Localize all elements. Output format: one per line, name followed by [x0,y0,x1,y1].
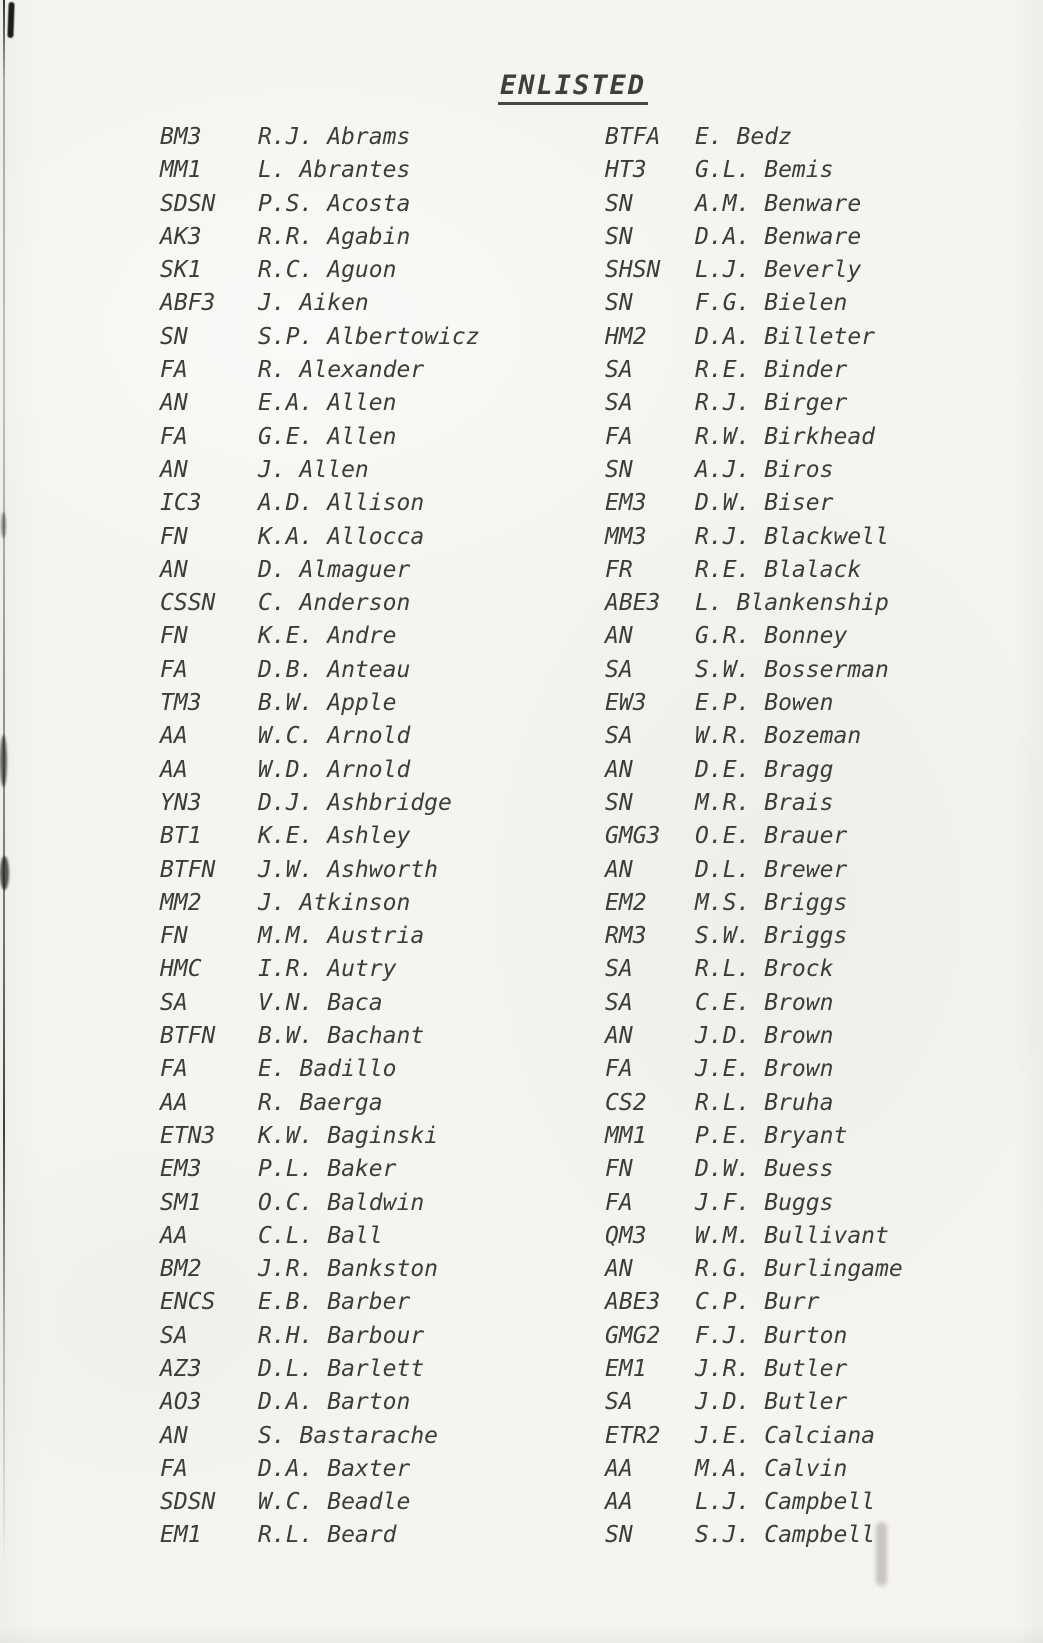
rate-abbreviation: TM3 [160,690,202,717]
rate-abbreviation: BTFA [605,124,661,150]
rate-abbreviation: AN [605,1023,633,1050]
rate-abbreviation: FA [160,1056,188,1083]
roster-column-left [160,121,580,1553]
sailor-name: E.P. Bowen [695,690,834,717]
sailor-name: R.W. Birkhead [695,423,876,450]
roster-row [160,1087,580,1120]
roster-row [160,121,580,154]
rate-abbreviation: ENCS [160,1289,216,1316]
sailor-name: R.R. Agabin [258,223,411,250]
rate-abbreviation: AN [160,1422,188,1449]
rate-abbreviation: SN [605,789,633,816]
sailor-name: R.J. Abrams [258,124,411,150]
rate-abbreviation: SA [605,1389,633,1416]
rate-abbreviation: AN [160,456,188,483]
rate-abbreviation: AN [160,390,188,417]
rate-abbreviation: AN [605,856,633,883]
scan-edge-mark-artifact [7,2,14,38]
sailor-name: S.W. Bosserman [695,656,889,683]
rate-abbreviation: EM2 [605,889,647,916]
rate-abbreviation: IC3 [160,490,202,517]
rate-abbreviation: EM1 [160,1522,202,1549]
rate-abbreviation: BT1 [160,823,202,850]
roster-row [160,720,580,753]
rate-abbreviation: AZ3 [160,1355,202,1382]
sailor-name: D.B. Anteau [258,656,411,683]
sailor-name: J.W. Ashworth [258,856,439,883]
rate-abbreviation: SA [605,357,633,384]
rate-abbreviation: FN [160,623,188,650]
rate-abbreviation: AN [605,623,633,650]
roster-row [160,1353,580,1386]
sailor-name: J.E. Brown [695,1056,834,1083]
roster-row [160,287,580,320]
roster-row [160,554,580,587]
sailor-name: D.J. Ashbridge [258,789,452,816]
sailor-name: D.A. Baxter [258,1455,411,1482]
sailor-name: F.G. Bielen [695,290,848,317]
rate-abbreviation: ABF3 [160,290,216,317]
sailor-name: D.A. Billeter [695,323,876,350]
rate-abbreviation: FN [160,523,188,550]
roster-row [160,1120,580,1153]
scan-edge-blot-artifact [0,856,9,890]
rate-abbreviation: EM3 [605,490,647,517]
roster-row [160,1519,580,1552]
roster-row [160,1187,580,1220]
roster-row [605,587,1025,620]
roster-row [160,1320,580,1353]
sailor-name: G.R. Bonney [695,623,848,650]
rate-abbreviation: SA [160,989,188,1016]
sailor-name: P.S. Acosta [258,190,411,217]
sailor-name: D.A. Barton [258,1389,411,1416]
rate-abbreviation: SA [605,723,633,750]
rate-abbreviation: SN [605,223,633,250]
rate-abbreviation: QM3 [605,1222,647,1249]
rate-abbreviation: FA [605,423,633,450]
sailor-name: R.J. Birger [695,390,848,417]
rate-abbreviation: SN [605,1522,633,1549]
sailor-name: J.D. Brown [695,1023,834,1050]
sailor-name: O.C. Baldwin [258,1189,425,1216]
roster-row [605,1353,1025,1386]
rate-abbreviation: SA [605,390,633,417]
sailor-name: W.M. Bullivant [695,1222,889,1249]
sailor-name: R.J. Blackwell [695,523,889,550]
sailor-name: S.W. Briggs [695,923,848,950]
rate-abbreviation: HT3 [605,157,647,184]
rate-abbreviation: FN [160,923,188,950]
rate-abbreviation: SK1 [160,257,202,284]
sailor-name: R.C. Aguon [258,257,397,284]
sailor-name: W.R. Bozeman [695,723,862,750]
rate-abbreviation: EM1 [605,1355,647,1382]
roster-row [605,1153,1025,1186]
sailor-name: S.J. Campbell [695,1522,876,1549]
rate-abbreviation: BM3 [160,124,202,150]
roster-row [605,1220,1025,1253]
sailor-name: R.H. Barbour [258,1322,425,1349]
roster-row [160,1453,580,1486]
roster-row [160,1220,580,1253]
roster-row [605,254,1025,287]
roster-row [605,787,1025,820]
roster-row [605,887,1025,920]
rate-abbreviation: BTFN [160,1023,216,1050]
sailor-name: G.E. Allen [258,423,397,450]
roster-row [160,587,580,620]
roster-row [605,487,1025,520]
rate-abbreviation: FA [160,1455,188,1482]
roster-row [160,1286,580,1319]
roster-row [605,121,1025,154]
roster-row [605,1120,1025,1153]
roster-row [160,854,580,887]
rate-abbreviation: SHSN [605,257,661,284]
roster-row [605,354,1025,387]
roster-row [160,887,580,920]
rate-abbreviation: SDSN [160,190,216,217]
rate-abbreviation: MM2 [160,889,202,916]
sailor-name: P.L. Baker [258,1156,397,1183]
roster-row [605,987,1025,1020]
page-title: ENLISTED [498,70,648,105]
sailor-name: G.L. Bemis [695,157,834,184]
roster-row [605,1320,1025,1353]
sailor-name: C.P. Burr [695,1289,820,1316]
rate-abbreviation: BTFN [160,856,216,883]
roster-row [605,654,1025,687]
sailor-name: J. Allen [258,456,369,483]
sailor-name: F.J. Burton [695,1322,848,1349]
rate-abbreviation: YN3 [160,789,202,816]
rate-abbreviation: MM1 [160,157,202,184]
sailor-name: R.L. Brock [695,956,834,983]
sailor-name: J.F. Buggs [695,1189,834,1216]
sailor-name: W.C. Arnold [258,723,411,750]
sailor-name: O.E. Brauer [695,823,848,850]
sailor-name: J.R. Butler [695,1355,848,1382]
sailor-name: D.A. Benware [695,223,862,250]
rate-abbreviation: ABE3 [605,590,661,617]
sailor-name: K.W. Baginski [258,1122,439,1149]
rate-abbreviation: SN [605,190,633,217]
sailor-name: B.W. Bachant [258,1023,425,1050]
roster-row [605,1187,1025,1220]
roster-row [160,254,580,287]
roster-row [605,1486,1025,1519]
rate-abbreviation: SM1 [160,1189,202,1216]
roster-row [160,953,580,986]
roster-row [160,620,580,653]
sailor-name: C.E. Brown [695,989,834,1016]
rate-abbreviation: MM1 [605,1122,647,1149]
roster-row [605,920,1025,953]
rate-abbreviation: EM3 [160,1156,202,1183]
roster-row [605,421,1025,454]
sailor-name: L. Abrantes [258,157,411,184]
rate-abbreviation: AK3 [160,223,202,250]
roster-row [160,1153,580,1186]
rate-abbreviation: FN [605,1156,633,1183]
rate-abbreviation: AA [160,723,188,750]
sailor-name: P.E. Bryant [695,1122,848,1149]
sailor-name: D.W. Buess [695,1156,834,1183]
roster-row [160,321,580,354]
sailor-name: J. Atkinson [258,889,411,916]
rate-abbreviation: AA [605,1455,633,1482]
rate-abbreviation: AA [160,1222,188,1249]
rate-abbreviation: HMC [160,956,202,983]
sailor-name: M.R. Brais [695,789,834,816]
roster-row [605,1420,1025,1453]
roster-row [160,487,580,520]
rate-abbreviation: ETR2 [605,1422,661,1449]
rate-abbreviation: HM2 [605,323,647,350]
roster-row [605,454,1025,487]
sailor-name: R. Baerga [258,1089,383,1116]
sailor-name: B.W. Apple [258,690,397,717]
rate-abbreviation: GMG2 [605,1322,661,1349]
roster-row [605,687,1025,720]
sailor-name: R.E. Binder [695,357,848,384]
roster-row [160,920,580,953]
rate-abbreviation: FA [605,1056,633,1083]
roster-row [605,221,1025,254]
roster-row [160,387,580,420]
roster-row [160,454,580,487]
roster-row [160,787,580,820]
sailor-name: D. Almaguer [258,556,411,583]
rate-abbreviation: FR [605,556,633,583]
rate-abbreviation: GMG3 [605,823,661,850]
roster-row [605,387,1025,420]
sailor-name: M.S. Briggs [695,889,848,916]
roster-row [160,1486,580,1519]
sailor-name: L. Blankenship [695,590,889,617]
rate-abbreviation: AO3 [160,1389,202,1416]
roster-row [605,321,1025,354]
rate-abbreviation: CS2 [605,1089,647,1116]
roster-row [160,1420,580,1453]
roster-row [605,287,1025,320]
roster-row [605,1386,1025,1419]
roster-column-right [605,121,1025,1553]
rate-abbreviation: AA [160,756,188,783]
sailor-name: J.E. Calciana [695,1422,876,1449]
roster-row [160,521,580,554]
rate-abbreviation: SA [605,989,633,1016]
rate-abbreviation: AN [605,1256,633,1283]
rate-abbreviation: SN [605,290,633,317]
sailor-name: K.E. Andre [258,623,397,650]
roster-row [605,1286,1025,1319]
sailor-name: W.C. Beadle [258,1489,411,1516]
sailor-name: J. Aiken [258,290,369,317]
roster-row [605,1020,1025,1053]
roster-row [605,620,1025,653]
sailor-name: L.J. Beverly [695,257,862,284]
sailor-name: I.R. Autry [258,956,397,983]
rate-abbreviation: SDSN [160,1489,216,1516]
roster-row [160,687,580,720]
sailor-name: R.L. Beard [258,1522,397,1549]
sailor-name: R. Alexander [258,357,425,384]
roster-row [605,521,1025,554]
sailor-name: S. Bastarache [258,1422,439,1449]
scan-edge-blot-artifact [0,735,7,787]
sailor-name: V.N. Baca [258,989,383,1016]
roster-row [160,154,580,187]
sailor-name: E. Bedz [695,124,792,150]
roster-row [160,654,580,687]
rate-abbreviation: RM3 [605,923,647,950]
sailor-name: M.A. Calvin [695,1455,848,1482]
sailor-name: A.D. Allison [258,490,425,517]
sailor-name: E.B. Barber [258,1289,411,1316]
roster-row [605,754,1025,787]
sailor-name: K.E. Ashley [258,823,411,850]
roster-row [160,1020,580,1053]
roster-row [160,754,580,787]
sailor-name: A.M. Benware [695,190,862,217]
roster-row [605,820,1025,853]
roster-row [605,554,1025,587]
roster-row [605,1519,1025,1552]
rate-abbreviation: AA [160,1089,188,1116]
roster-row [605,1087,1025,1120]
rate-abbreviation: SA [605,656,633,683]
sailor-name: L.J. Campbell [695,1489,876,1516]
roster-row [605,720,1025,753]
roster-row [160,1253,580,1286]
rate-abbreviation: ABE3 [605,1289,661,1316]
roster-row [160,820,580,853]
sailor-name: J.D. Butler [695,1389,848,1416]
sailor-name: E. Badillo [258,1056,397,1083]
rate-abbreviation: CSSN [160,590,216,617]
roster-row [160,987,580,1020]
sailor-name: D.L. Brewer [695,856,848,883]
rate-abbreviation: AA [605,1489,633,1516]
roster-row [160,421,580,454]
roster-row [160,221,580,254]
rate-abbreviation: MM3 [605,523,647,550]
sailor-name: K.A. Allocca [258,523,425,550]
sailor-name: R.E. Blalack [695,556,862,583]
roster-row [160,188,580,221]
rate-abbreviation: FA [160,423,188,450]
sailor-name: R.G. Burlingame [695,1256,903,1283]
rate-abbreviation: AN [605,756,633,783]
rate-abbreviation: ETN3 [160,1122,216,1149]
rate-abbreviation: SA [160,1322,188,1349]
sailor-name: D.W. Biser [695,490,834,517]
roster-row [160,354,580,387]
rate-abbreviation: SN [160,323,188,350]
rate-abbreviation: BM2 [160,1256,202,1283]
roster-row [605,1453,1025,1486]
roster-row [605,1253,1025,1286]
sailor-name: W.D. Arnold [258,756,411,783]
sailor-name: R.L. Bruha [695,1089,834,1116]
sailor-name: E.A. Allen [258,390,397,417]
rate-abbreviation: AN [160,556,188,583]
roster-row [160,1053,580,1086]
roster-row [605,154,1025,187]
sailor-name: C.L. Ball [258,1222,383,1249]
rate-abbreviation: SN [605,456,633,483]
sailor-name: A.J. Biros [695,456,834,483]
roster-row [605,188,1025,221]
sailor-name: S.P. Albertowicz [258,323,480,350]
rate-abbreviation: EW3 [605,690,647,717]
rate-abbreviation: FA [605,1189,633,1216]
sailor-name: J.R. Bankston [258,1256,439,1283]
roster-row [605,854,1025,887]
sailor-name: C. Anderson [258,590,411,617]
rate-abbreviation: FA [160,357,188,384]
rate-abbreviation: SA [605,956,633,983]
roster-row [160,1386,580,1419]
scan-edge-blot-artifact [1,512,6,538]
sailor-name: D.L. Barlett [258,1355,425,1382]
sailor-name: M.M. Austria [258,923,425,950]
rate-abbreviation: FA [160,656,188,683]
sailor-name: D.E. Bragg [695,756,834,783]
roster-row [605,1053,1025,1086]
roster-row [605,953,1025,986]
